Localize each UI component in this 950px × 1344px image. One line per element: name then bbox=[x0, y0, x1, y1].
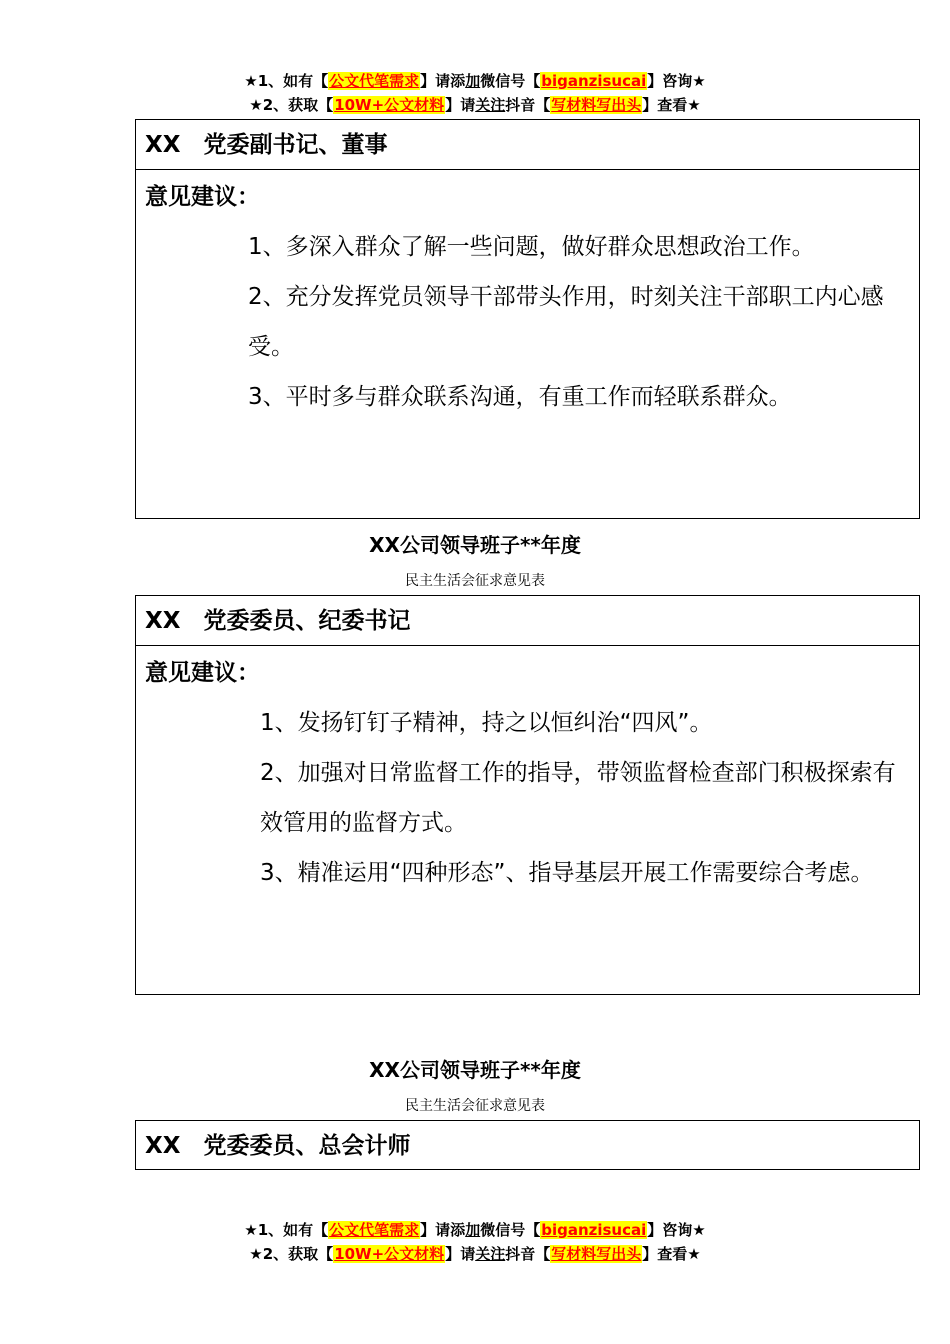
banner-emphasis: 加 bbox=[465, 72, 481, 90]
opinion-table-2 bbox=[135, 595, 920, 995]
banner-highlight: 写材料写出头 bbox=[551, 1245, 642, 1263]
banner-text: 微信号【 bbox=[480, 72, 541, 90]
table-header: XX 党委委员、纪委书记 bbox=[136, 596, 919, 646]
opinion-label: 意见建议： bbox=[145, 184, 260, 210]
opinion-item: 1、多深入群众了解一些问题，做好群众思想政治工作。 bbox=[248, 234, 815, 260]
banner-text: 抖音【 bbox=[505, 1245, 551, 1263]
banner-text: 】咨询★ bbox=[647, 72, 706, 90]
opinion-item: 1、发扬钉钉子精神，持之以恒纠治“四风”。 bbox=[260, 710, 713, 736]
banner-line-1 bbox=[0, 1218, 950, 1242]
banner-highlight: biganzisucai bbox=[541, 1221, 647, 1239]
banner-text: 抖音【 bbox=[505, 96, 551, 114]
banner-highlight: 公文代笔需求 bbox=[329, 1221, 420, 1239]
table-body bbox=[136, 172, 919, 422]
banner-text: 】请 bbox=[445, 1245, 476, 1263]
banner-text: ★2、获取【 bbox=[249, 96, 334, 114]
top-banner bbox=[0, 69, 950, 117]
table-header: XX 党委副书记、董事 bbox=[136, 120, 919, 170]
banner-line-2 bbox=[0, 93, 950, 117]
table-header: XX 党委委员、总会计师 bbox=[145, 1133, 411, 1159]
banner-text: 】请添 bbox=[420, 1221, 466, 1239]
banner-emphasis: 关注 bbox=[475, 1245, 506, 1263]
banner-text: 】查看★ bbox=[642, 1245, 701, 1263]
banner-text: 】请 bbox=[445, 96, 476, 114]
opinion-table-1 bbox=[135, 119, 920, 519]
banner-text: ★1、如有【 bbox=[244, 72, 329, 90]
bottom-banner bbox=[0, 1218, 950, 1266]
banner-highlight: 写材料写出头 bbox=[551, 96, 642, 114]
banner-highlight: 公文代笔需求 bbox=[329, 72, 420, 90]
section-subtitle: 民主生活会征求意见表 bbox=[405, 573, 545, 589]
banner-text: 】请添 bbox=[420, 72, 466, 90]
banner-emphasis: 加 bbox=[465, 1221, 481, 1239]
banner-line-2 bbox=[0, 1242, 950, 1266]
banner-text: ★2、获取【 bbox=[249, 1245, 334, 1263]
opinion-list bbox=[145, 222, 911, 422]
opinion-item: 2、充分发挥党员领导干部带头作用，时刻关注干部职工内心感受。 bbox=[248, 284, 884, 360]
opinion-table-3 bbox=[135, 1120, 920, 1170]
opinion-item: 3、精准运用“四种形态”、指导基层开展工作需要综合考虑。 bbox=[260, 860, 874, 886]
banner-text: 】咨询★ bbox=[647, 1221, 706, 1239]
section-subtitle: 民主生活会征求意见表 bbox=[405, 1098, 545, 1114]
banner-text: ★1、如有【 bbox=[244, 1221, 329, 1239]
banner-emphasis: 关注 bbox=[475, 96, 506, 114]
opinion-item: 2、加强对日常监督工作的指导，带领监督检查部门积极探索有效管用的监督方式。 bbox=[260, 760, 896, 836]
table-body bbox=[136, 648, 919, 898]
section-title: XX公司领导班子**年度 bbox=[369, 533, 581, 557]
banner-line-1 bbox=[0, 69, 950, 93]
opinion-list bbox=[145, 698, 911, 898]
banner-text: 微信号【 bbox=[480, 1221, 541, 1239]
opinion-item: 3、平时多与群众联系沟通，有重工作而轻联系群众。 bbox=[248, 384, 792, 410]
banner-highlight: 10W+公文材料 bbox=[334, 96, 445, 114]
banner-highlight: 10W+公文材料 bbox=[334, 1245, 445, 1263]
section-title: XX公司领导班子**年度 bbox=[369, 1058, 581, 1082]
opinion-label: 意见建议： bbox=[145, 660, 260, 686]
banner-highlight: biganzisucai bbox=[541, 72, 647, 90]
banner-text: 】查看★ bbox=[642, 96, 701, 114]
